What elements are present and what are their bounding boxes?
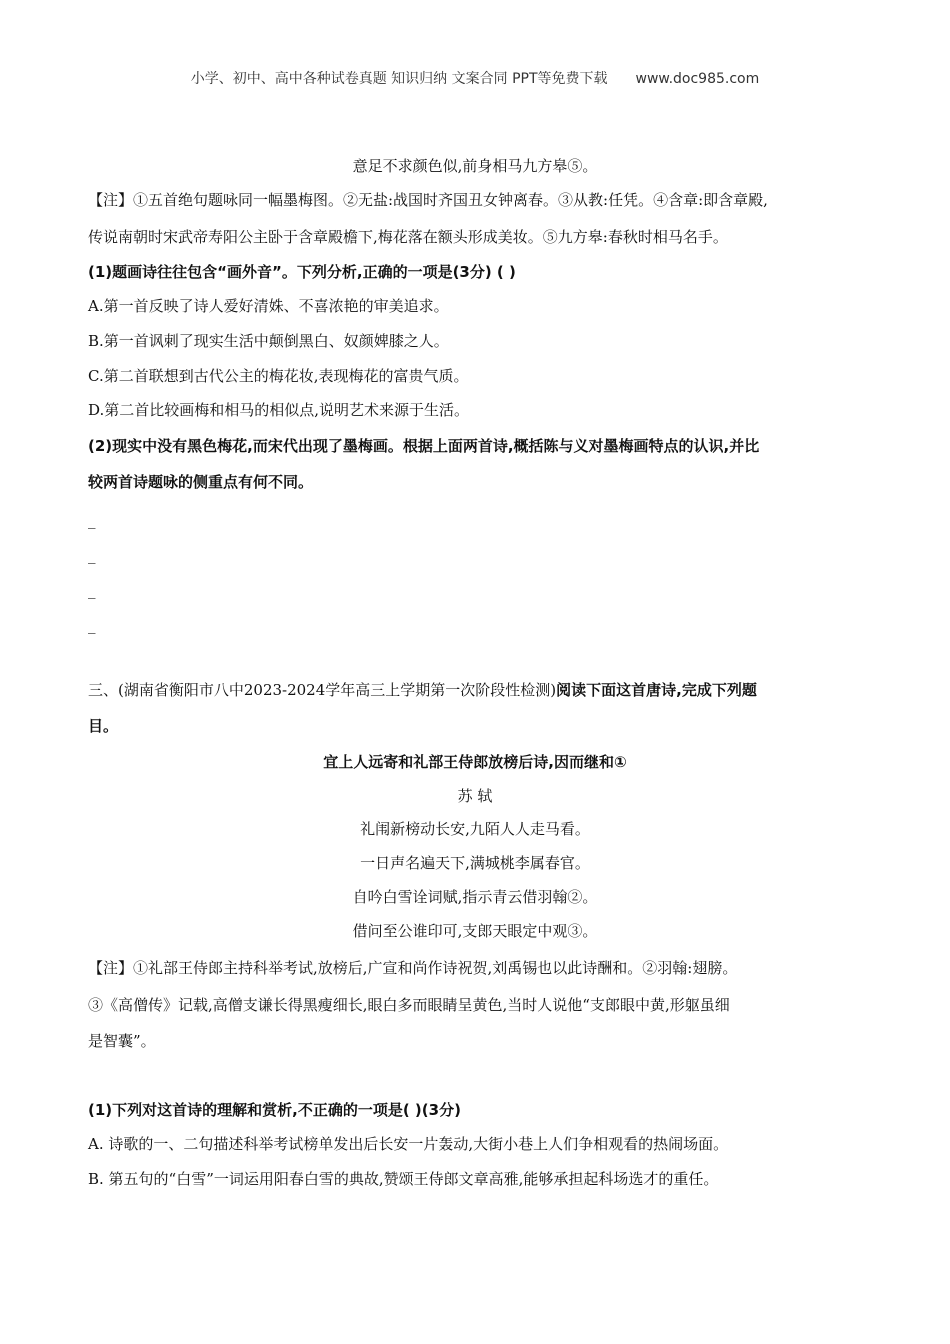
q1-stem: (1)题画诗往往包含“画外音”。下列分析,正确的一项是(3分) ( ) — [88, 263, 516, 281]
poem-title: 宜上人远寄和礼部王侍郎放榜后诗,因而继和① — [323, 753, 627, 771]
answer-blank-4[interactable]: _ — [88, 616, 96, 634]
q2-stem-line1: (2)现实中没有黑色梅花,而宋代出现了墨梅画。根据上面两首诗,概括陈与义对墨梅画特点的认识,并比 — [88, 437, 760, 455]
note1-line2: 传说南朝时宋武帝寿阳公主卧于含章殿檐下,梅花落在额头形成美妆。⑤九方皋:春秋时相马名手。 — [88, 228, 728, 246]
section3-instruction: 阅读下面这首唐诗,完成下列题 — [556, 681, 757, 699]
section3-source: 三、(湖南省衡阳市八中2023-2024学年高三上学期第一次阶段性检测) — [88, 681, 557, 699]
q2-stem-line2: 较两首诗题咏的侧重点有何不同。 — [88, 473, 314, 491]
s3-q1-option-a: A. 诗歌的一、二句描述科举考试榜单发出后长安一片轰动,大街小巷上人们争相观看的热闹场面。 — [88, 1135, 729, 1153]
section3-heading-line1 — [88, 679, 863, 700]
answer-blank-3[interactable]: _ — [88, 581, 96, 599]
poem-verse-1: 礼闱新榜动长安,九陌人人走马看。 — [360, 820, 590, 838]
note2-line2: ③《高僧传》记载,高僧支谦长得黑瘦细长,眼白多而眼睛呈黄色,当时人说他“支郎眼中黄,形躯虽细 — [88, 996, 730, 1014]
answer-blank-1[interactable]: _ — [88, 511, 96, 529]
poem-verse-3: 自吟白雪诠词赋,指示青云借羽翰②。 — [352, 888, 598, 906]
answer-blank-2[interactable]: _ — [88, 546, 96, 564]
poem-author: 苏 轼 — [457, 787, 493, 805]
header-site-link[interactable]: www.doc985.com — [635, 71, 760, 87]
poem-verse-2: 一日声名遍天下,满城桃李属春官。 — [360, 854, 590, 872]
note2-line3: 是智囊”。 — [88, 1032, 156, 1050]
s3-q1-stem: (1)下列对这首诗的理解和赏析,不正确的一项是( )(3分) — [88, 1101, 461, 1119]
q1-option-d: D.第二首比较画梅和相马的相似点,说明艺术来源于生活。 — [88, 401, 470, 419]
note1-line1: 【注】①五首绝句题咏同一幅墨梅图。②无盐:战国时齐国丑女钟离春。③从教:任凭。④含章:即含章殿, — [88, 191, 768, 209]
s3-q1-option-b: B. 第五句的“白雪”一词运用阳春白雪的典故,赞颂王侍郎文章高雅,能够承担起科场选才的重任。 — [88, 1170, 719, 1188]
note2-line1: 【注】①礼部王侍郎主持科举考试,放榜后,广宣和尚作诗祝贺,刘禹锡也以此诗酬和。②羽翰:翅膀。 — [88, 959, 738, 977]
q1-option-c: C.第二首联想到古代公主的梅花妆,表现梅花的富贵气质。 — [88, 367, 469, 385]
q1-option-a: A.第一首反映了诗人爱好清姝、不喜浓艳的审美追求。 — [88, 297, 449, 315]
poem-tail-line: 意足不求颜色似,前身相马九方皋⑤。 — [352, 157, 598, 175]
section3-heading-line2: 目。 — [88, 717, 119, 735]
q1-option-b: B.第一首讽刺了现实生活中颠倒黑白、奴颜婢膝之人。 — [88, 332, 449, 350]
poem-verse-4: 借问至公谁印可,支郎天眼定中观③。 — [352, 922, 598, 940]
header-text: 小学、初中、高中各种试卷真题 知识归纳 文案合同 PPT等免费下载 — [190, 71, 608, 87]
page-header — [0, 68, 950, 88]
